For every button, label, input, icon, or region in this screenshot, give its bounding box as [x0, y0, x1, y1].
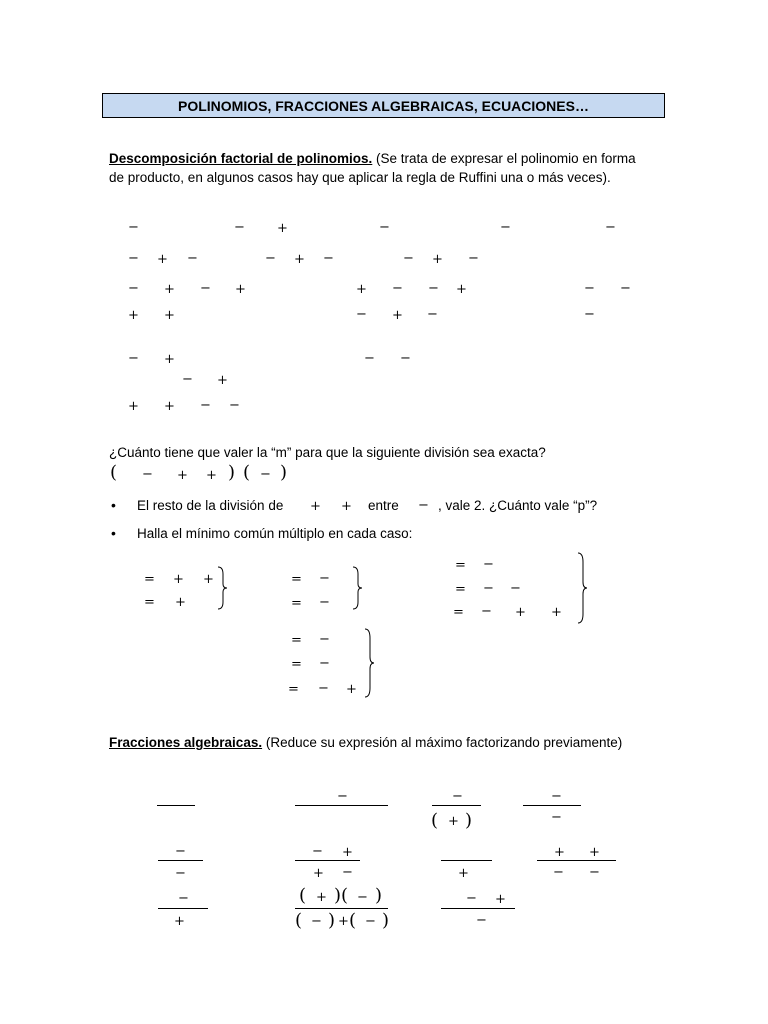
section2-intro: [109, 735, 622, 750]
minus-sign: −: [476, 913, 487, 928]
plus-sign: +: [164, 308, 175, 323]
minus-sign: −: [319, 595, 330, 610]
minus-sign: −: [260, 467, 271, 482]
left-paren: (: [295, 910, 303, 931]
minus-sign: −: [337, 789, 348, 804]
plus-sign: +: [173, 572, 184, 587]
plus-sign: +: [356, 282, 367, 297]
minus-sign: −: [481, 604, 492, 619]
plus-sign: +: [128, 308, 139, 323]
minus-sign: −: [182, 372, 193, 387]
plus-sign: +: [342, 845, 353, 860]
minus-sign: −: [584, 307, 595, 322]
right-paren: ): [382, 910, 390, 931]
section2-heading: Fracciones algebraicas.: [109, 735, 263, 750]
equals-sign: =: [291, 572, 302, 587]
minus-sign: −: [589, 865, 600, 880]
plus-sign: +: [338, 914, 349, 929]
minus-sign: −: [584, 281, 595, 296]
minus-sign: −: [342, 865, 353, 880]
plus-sign: +: [174, 914, 185, 929]
plus-sign: +: [456, 282, 467, 297]
minus-sign: −: [403, 251, 414, 266]
fraction-bar: [523, 805, 581, 806]
minus-sign: −: [551, 789, 562, 804]
minus-sign: −: [468, 251, 479, 266]
plus-sign: +: [589, 845, 600, 860]
plus-sign: +: [175, 595, 186, 610]
fraction-bar: [432, 805, 481, 806]
right-paren: ): [334, 885, 342, 906]
brace-icon: [217, 566, 229, 610]
equals-sign: =: [144, 595, 155, 610]
right-paren: ): [375, 885, 383, 906]
minus-sign: −: [178, 891, 189, 906]
minus-sign: −: [365, 914, 376, 929]
plus-sign: +: [277, 221, 288, 236]
plus-sign: +: [495, 892, 506, 907]
brace-icon: [352, 566, 364, 610]
minus-sign: −: [229, 398, 240, 413]
minus-sign: −: [620, 281, 631, 296]
equals-sign: =: [291, 633, 302, 648]
bullet1-after: , vale 2. ¿Cuánto vale “p”?: [438, 498, 598, 513]
plus-sign: +: [206, 468, 217, 483]
fraction-bar: [158, 908, 208, 909]
minus-sign: −: [364, 351, 375, 366]
plus-sign: +: [392, 308, 403, 323]
minus-sign: −: [175, 844, 186, 859]
minus-sign: −: [510, 581, 521, 596]
minus-sign: −: [200, 398, 211, 413]
right-paren: ): [228, 462, 236, 483]
bullet-dot: •: [111, 525, 116, 541]
minus-sign: −: [427, 307, 438, 322]
right-paren: ): [328, 910, 336, 931]
equals-sign: =: [291, 657, 302, 672]
minus-sign: −: [605, 220, 616, 235]
plus-sign: +: [235, 282, 246, 297]
fraction-bar: [441, 860, 492, 861]
minus-sign: −: [323, 251, 334, 266]
fraction-bar: [295, 860, 360, 861]
bullet1-middle: entre: [368, 498, 399, 513]
left-paren: (: [341, 885, 349, 906]
plus-sign: +: [294, 252, 305, 267]
plus-sign: +: [554, 845, 565, 860]
minus-sign: −: [319, 632, 330, 647]
plus-sign: +: [217, 373, 228, 388]
page-title: POLINOMIOS, FRACCIONES ALGEBRAICAS, ECUACIONES…: [102, 93, 665, 118]
minus-sign: −: [483, 557, 494, 572]
minus-sign: −: [418, 498, 429, 513]
left-paren: (: [299, 885, 307, 906]
plus-sign: +: [346, 682, 357, 697]
equals-sign: =: [453, 605, 464, 620]
minus-sign: −: [500, 220, 511, 235]
brace-icon: [577, 552, 589, 624]
equals-sign: =: [288, 682, 299, 697]
section1-intro: [109, 151, 636, 166]
equals-sign: =: [144, 572, 155, 587]
minus-sign: −: [400, 351, 411, 366]
right-paren: ): [465, 810, 473, 831]
fraction-bar: [441, 908, 515, 909]
plus-sign: +: [551, 605, 562, 620]
minus-sign: −: [128, 281, 139, 296]
equals-sign: =: [291, 596, 302, 611]
minus-sign: −: [318, 681, 329, 696]
plus-sign: +: [203, 572, 214, 587]
minus-sign: −: [200, 281, 211, 296]
minus-sign: −: [311, 914, 322, 929]
plus-sign: +: [177, 468, 188, 483]
section1-text-line2: de producto, en algunos casos hay que aplicar la regla de Ruffini una o más veces).: [109, 170, 611, 185]
minus-sign: −: [357, 890, 368, 905]
minus-sign: −: [128, 220, 139, 235]
right-paren: ): [280, 462, 288, 483]
minus-sign: −: [356, 307, 367, 322]
minus-sign: −: [319, 571, 330, 586]
plus-sign: +: [157, 252, 168, 267]
minus-sign: −: [551, 810, 562, 825]
plus-sign: +: [515, 605, 526, 620]
plus-sign: +: [432, 252, 443, 267]
plus-sign: +: [164, 282, 175, 297]
minus-sign: −: [319, 656, 330, 671]
plus-sign: +: [313, 866, 324, 881]
left-paren: (: [110, 462, 118, 483]
plus-sign: +: [458, 866, 469, 881]
plus-sign: +: [164, 352, 175, 367]
bullet-dot: •: [111, 497, 116, 513]
minus-sign: −: [392, 281, 403, 296]
bullet2-text: Halla el mínimo común múltiplo en cada caso:: [137, 526, 413, 541]
minus-sign: −: [128, 251, 139, 266]
minus-sign: −: [466, 891, 477, 906]
equals-sign: =: [455, 582, 466, 597]
fraction-bar: [537, 860, 616, 861]
minus-sign: −: [265, 251, 276, 266]
left-paren: (: [431, 810, 439, 831]
plus-sign: +: [341, 499, 352, 514]
minus-sign: −: [187, 251, 198, 266]
bullet1-before: El resto de la división de: [137, 498, 284, 513]
fraction-bar: [295, 805, 388, 806]
section1-heading: Descomposición factorial de polinomios.: [109, 151, 373, 166]
minus-sign: −: [483, 581, 494, 596]
minus-sign: −: [428, 281, 439, 296]
plus-sign: +: [316, 890, 327, 905]
minus-sign: −: [379, 220, 390, 235]
left-paren: (: [349, 910, 357, 931]
fraction-bar: [295, 908, 388, 909]
minus-sign: −: [312, 844, 323, 859]
fraction-bar: [158, 860, 203, 861]
minus-sign: −: [175, 866, 186, 881]
plus-sign: +: [164, 399, 175, 414]
brace-icon: [364, 628, 376, 698]
section1-text: (Se trata de expresar el polinomio en forma: [372, 151, 636, 166]
equals-sign: =: [455, 558, 466, 573]
fraction-bar: [157, 805, 195, 806]
minus-sign: −: [234, 220, 245, 235]
section2-text: (Reduce su expresión al máximo factorizando previamente): [262, 735, 623, 750]
minus-sign: −: [128, 351, 139, 366]
question-m: ¿Cuánto tiene que valer la “m” para que la siguiente división sea exacta?: [109, 445, 546, 460]
left-paren: (: [243, 462, 251, 483]
plus-sign: +: [310, 499, 321, 514]
minus-sign: −: [142, 467, 153, 482]
minus-sign: −: [452, 789, 463, 804]
minus-sign: −: [553, 865, 564, 880]
plus-sign: +: [128, 399, 139, 414]
plus-sign: +: [448, 814, 459, 829]
